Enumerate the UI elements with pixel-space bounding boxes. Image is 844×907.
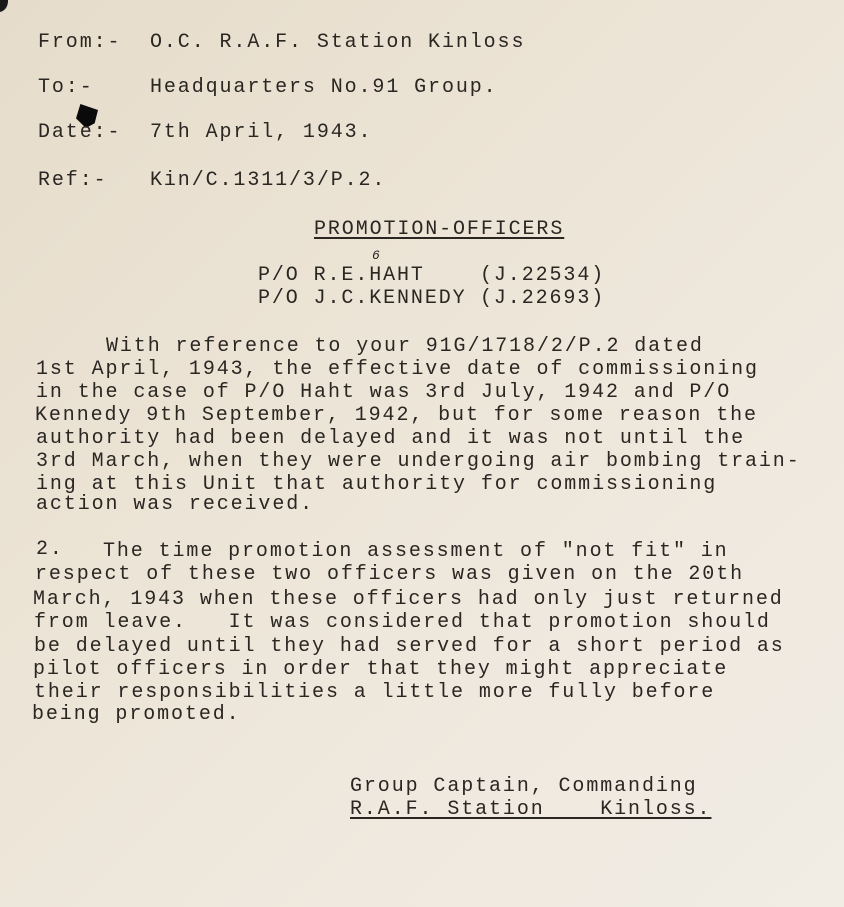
- paragraph1-line: Kennedy 9th September, 1942, but for some reason the: [35, 404, 758, 427]
- paragraph1-line: 1st April, 1943, the effective date of commissioning: [36, 358, 759, 381]
- paragraph2-line: be delayed until they had served for a short period as: [34, 635, 785, 658]
- paragraph2-line: from leave. It was considered that promotion should: [34, 611, 771, 634]
- signature-station: R.A.F. Station Kinloss.: [350, 798, 712, 821]
- handwritten-annotation: 6: [372, 248, 380, 263]
- paragraph2-line: being promoted.: [32, 703, 241, 726]
- to-label: To:-: [38, 76, 94, 99]
- signature-title: Group Captain, Commanding: [350, 775, 698, 798]
- officer-number: (J.22693): [480, 287, 606, 310]
- corner-shadow: [0, 0, 8, 12]
- paragraph2-number: 2.: [36, 538, 64, 561]
- document-title: PROMOTION-OFFICERS: [314, 218, 565, 241]
- paragraph1-line: 3rd March, when they were undergoing air bombing train-: [36, 450, 801, 473]
- officer-name: P/O R.E.HAHT: [258, 264, 425, 287]
- ref-value: Kin/C.1311/3/P.2.: [150, 169, 387, 192]
- paragraph1-line: ing at this Unit that authority for commissioning: [36, 473, 718, 496]
- paragraph1-line: in the case of P/O Haht was 3rd July, 1942 and P/O: [36, 381, 732, 404]
- paragraph2-line: March, 1943 when these officers had only just returned: [33, 588, 784, 611]
- date-label: Date:-: [38, 121, 122, 144]
- officer-name: P/O J.C.KENNEDY: [258, 287, 467, 310]
- paragraph2-line: pilot officers in order that they might appreciate: [33, 658, 729, 681]
- paragraph1-line: action was received.: [36, 493, 315, 516]
- paragraph1-line: authority had been delayed and it was not until the: [36, 427, 745, 450]
- officer-number: (J.22534): [480, 264, 606, 287]
- paragraph2-line: their responsibilities a little more fully before: [34, 681, 716, 704]
- paragraph2-line: The time promotion assessment of "not fit" in: [103, 540, 729, 563]
- paragraph2-line: respect of these two officers was given on the 20th: [35, 563, 744, 586]
- from-value: O.C. R.A.F. Station Kinloss: [150, 31, 526, 54]
- date-value: 7th April, 1943.: [150, 121, 373, 144]
- ref-label: Ref:-: [38, 169, 108, 192]
- to-value: Headquarters No.91 Group.: [150, 76, 498, 99]
- from-label: From:-: [38, 31, 122, 54]
- paragraph1-line: With reference to your 91G/1718/2/P.2 dated: [106, 335, 704, 358]
